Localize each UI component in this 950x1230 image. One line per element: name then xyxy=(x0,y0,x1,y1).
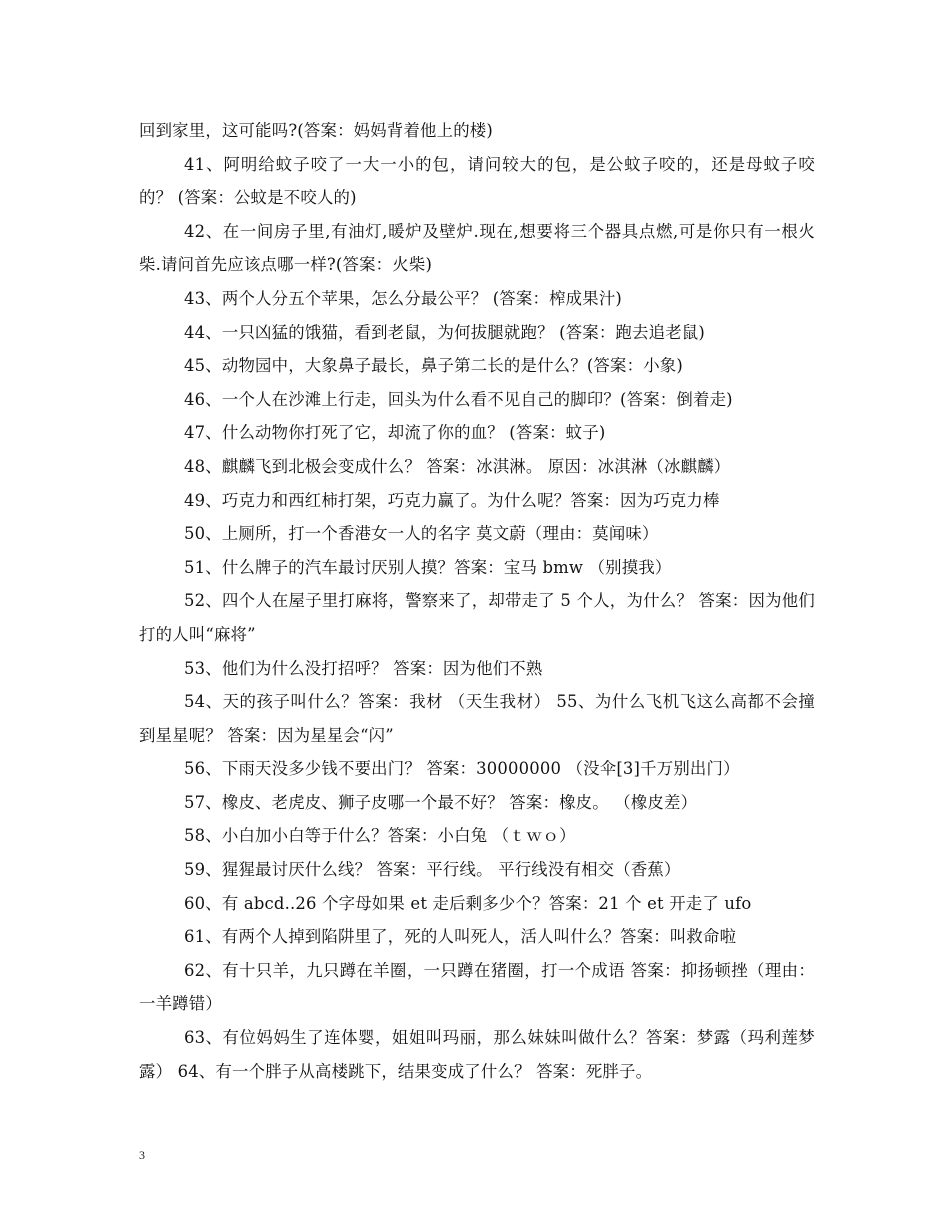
paragraph: 51、什么牌子的汽车最讨厌别人摸？答案：宝马 bmw （别摸我） xyxy=(184,557,672,577)
paragraph: 48、麒麟飞到北极会变成什么？ 答案：冰淇淋。 原因：冰淇淋（冰麒麟） xyxy=(184,456,731,476)
paragraph: 46、一个人在沙滩上行走，回头为什么看不见自己的脚印？(答案：倒着走) xyxy=(184,389,733,409)
paragraph: 50、上厕所，打一个香港女一人的名字 莫文蔚（理由：莫闻味） xyxy=(184,524,659,544)
page-number: 3 xyxy=(139,1148,145,1162)
paragraph: 61、有两个人掉到陷阱里了，死的人叫死人，活人叫什么？答案：叫救命啦 xyxy=(184,927,737,947)
paragraph: 47、什么动物你打死了它，却流了你的血？ (答案：蚊子) xyxy=(184,423,606,443)
paragraph: 44、一只凶猛的饿猫，看到老鼠，为何拔腿就跑？ (答案：跑去追老鼠) xyxy=(184,322,705,342)
paragraph: 45、动物园中，大象鼻子最长，鼻子第二长的是什么？(答案：小象) xyxy=(184,356,683,376)
paragraph: 42、在一间房子里,有油灯,暖炉及壁炉.现在,想要将三个器具点燃,可是你只有一根火柴.请问首先应该点哪一样?(答案：火柴) xyxy=(139,221,815,275)
paragraph: 回到家里，这可能吗?(答案：妈妈背着他上的楼) xyxy=(139,121,493,140)
paragraph: 54、天的孩子叫什么？答案：我材 （天生我材） 55、为什么飞机飞这么高都不会撞到星星呢？ 答案：因为星星会“闪” xyxy=(139,692,815,745)
paragraph: 60、有 abcd..26 个字母如果 et 走后剩多少个？答案：21 个 et 开走了 ufo xyxy=(184,893,752,913)
paragraph: 62、有十只羊，九只蹲在羊圈，一只蹲在猪圈，打一个成语 答案：抑扬顿挫（理由：一羊蹲错） xyxy=(139,960,815,1014)
paragraph: 57、橡皮、老虎皮、狮子皮哪一个最不好？ 答案：橡皮。 （橡皮差） xyxy=(184,792,698,812)
paragraph: 49、巧克力和西红柿打架，巧克力赢了。为什么呢？答案：因为巧克力棒 xyxy=(184,490,720,510)
paragraph: 63、有位妈妈生了连体婴，姐姐叫玛丽，那么妹妹叫做什么？答案：梦露（玛利莲梦露） 64、有一个胖子从高楼跳下，结果变成了什么？ 答案：死胖子。 xyxy=(139,1028,815,1081)
document-body xyxy=(139,114,815,1088)
paragraph: 53、他们为什么没打招呼？ 答案：因为他们不熟 xyxy=(184,658,543,678)
paragraph: 56、下雨天没多少钱不要出门？ 答案：30000000 （没伞[3]千万别出门） xyxy=(184,759,740,779)
paragraph: 59、猩猩最讨厌什么线？ 答案：平行线。 平行线没有相交（香蕉） xyxy=(184,860,681,880)
paragraph: 41、阿明给蚊子咬了一大一小的包，请问较大的包，是公蚊子咬的，还是母蚊子咬的？ (答案：公蚊是不咬人的) xyxy=(139,154,815,208)
paragraph: 58、小白加小白等于什么？答案：小白兔 （ｔｗｏ） xyxy=(184,826,576,846)
paragraph: 43、两个人分五个苹果，怎么分最公平？ (答案：榨成果汁) xyxy=(184,288,623,308)
paragraph: 52、四个人在屋子里打麻将，警察来了，却带走了 5 个人，为什么？ 答案：因为他们打的人叫“麻将” xyxy=(139,591,815,644)
